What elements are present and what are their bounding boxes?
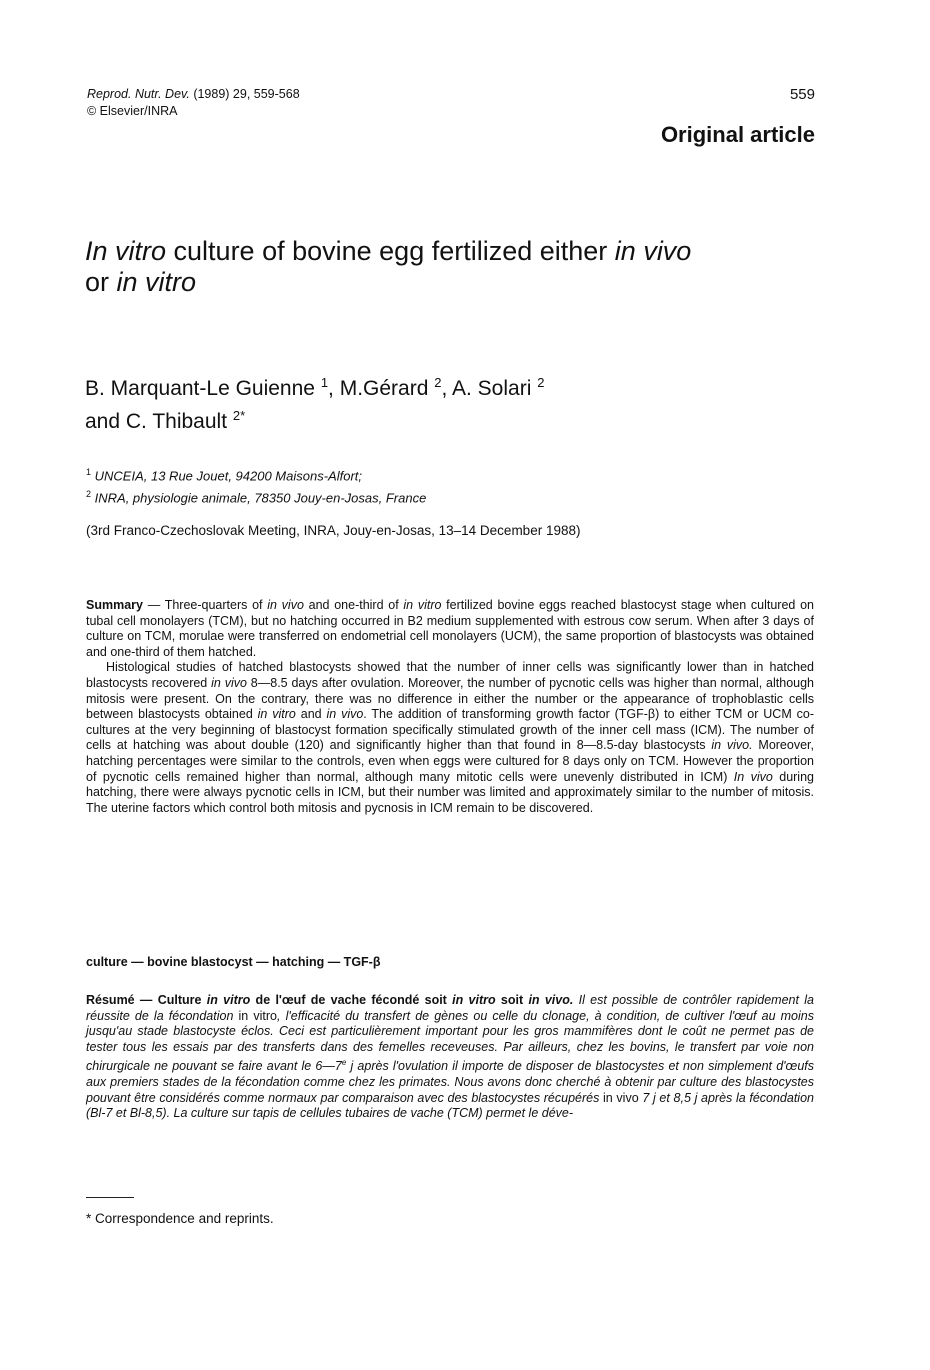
resume-heading: de l'œuf de vache fécondé soit (250, 993, 453, 1007)
affil-text: INRA, physiologie animale, 78350 Jouy-en-Josas, France (94, 490, 427, 506)
citation-volume: (1989) 29, 559-568 (193, 87, 300, 101)
resume-heading: soit (495, 993, 529, 1007)
affil-number: 2 (86, 489, 92, 500)
summary-label: Summary (86, 598, 143, 612)
meeting-note: (3rd Franco-Czechoslovak Meeting, INRA, Jouy-en-Josas, 13–14 December 1988) (86, 523, 581, 538)
summary-italic: In vivo (733, 769, 773, 784)
summary-text: Moreover, hatching percentages were similar to the controls, even when eggs were cultured for 8 days only on TCM. However the proportion of pycnotic cells remained higher than normal, although many mitotic cells were unevenly distributed in ICM) (86, 738, 814, 784)
summary-italic: in vitro (403, 598, 442, 612)
author-name: , M.Gérard (328, 377, 435, 400)
article-type: Original article (660, 122, 815, 147)
author-name: and C. Thibault (85, 410, 233, 433)
title-part: In vitro (85, 236, 167, 266)
affil-marker: 1 (320, 375, 329, 390)
resume-section (86, 993, 814, 1122)
summary-text: and (295, 707, 327, 722)
resume-roman: in vitro (238, 1008, 277, 1023)
affil-number: 1 (86, 467, 92, 477)
summary-text: and one-third of (303, 598, 404, 612)
article-title (85, 236, 805, 298)
journal-name: Reprod. Nutr. Dev. (87, 87, 190, 101)
footnote: * Correspondence and reprints. (86, 1211, 274, 1226)
resume-heading: Résumé — Culture (86, 993, 207, 1007)
summary-italic: in vivo (326, 707, 364, 722)
title-part: culture of bovine egg fertilized either (166, 236, 615, 266)
resume-heading: in vitro (452, 993, 496, 1007)
summary-text: 8—8.5 days after ovulation. Moreover, the number of pycnotic cells was higher than normal, although mitosis were present. On the contrary, there was no difference in either the number or the appearance of trophoblastic cells between blastocysts obtained (86, 675, 815, 722)
resume-text: 7 j et 8,5 j après la fécondation (Bl-7 et Bl-8,5). La culture sur tapis de cellules tubaires de vache (TCM) permet le déve- (86, 1090, 814, 1121)
resume-text: j après l'ovulation il importe de disposer de blastocystes et non simplement d'œufs aux premiers stades de la fécondation comme chez les primates. Nous avons donc cherché à obtenir par culture des blastocystes pouvant être considérés comme normaux par comparaison avec des blastocystes récupérés (86, 1059, 814, 1105)
summary-text: during hatching, there were always pycnotic cells in ICM, but their number was limited and approximately similar to the number of mitosis. The uterine factors which control both mitosis and pycnosis in ICM remain to be discovered. (86, 769, 814, 815)
author-list (85, 372, 805, 438)
page-number: 559 (789, 86, 815, 103)
summary-text: Histological studies of hatched blastocysts showed that the number of inner cells was significantly lower than in hatched blastocysts recovered (86, 660, 814, 690)
title-part: in vivo (614, 236, 692, 266)
affil-marker: 2 (434, 375, 442, 390)
footnote-divider (86, 1197, 134, 1198)
affil-marker: 2* (232, 408, 246, 423)
title-part: or (85, 267, 117, 297)
resume-heading: in vitro (206, 993, 251, 1007)
summary-text: — Three-quarters of (142, 598, 268, 612)
copyright: © Elsevier/INRA (87, 104, 178, 118)
summary-italic: in vivo (211, 675, 247, 690)
summary-italic: in vivo. (711, 738, 753, 753)
summary-italic: in vitro (257, 707, 296, 722)
affil-text: UNCEIA, 13 Rue Jouet, 94200 Maisons-Alfort; (94, 468, 362, 484)
resume-sup: e (341, 1058, 347, 1068)
keywords: culture — bovine blastocyst — hatching — TGF-β (86, 955, 381, 969)
summary-text: fertilized bovine eggs reached blastocyst stage when cultured on tubal cell monolayers (TCM), but no hatching occurred in B2 medium supplemented with estrous cow serum. When after 3 days of culture on TCM, morulae were transferred on endometrial cell monolayers (UCM), the same proportion of blastocysts was obtained and one-third of them hatched. (86, 598, 814, 659)
author-name: , A. Solari (441, 377, 538, 400)
resume-heading: in vivo. (528, 993, 574, 1007)
summary-italic: in vivo (267, 598, 304, 612)
summary-text: . The addition of transforming growth factor (TGF-β) to either TCM or UCM co-cultures at the very beginning of blastocyst formation specifically stimulated growth of the inner cell mass (ICM). The number of cells at hatching was about double (120) and significantly higher than that found in 8—8.5-day blastocysts (86, 707, 814, 753)
title-part: in vitro (116, 267, 197, 297)
author-name: B. Marquant-Le Guienne (85, 377, 321, 400)
affiliations (86, 463, 426, 508)
journal-citation (87, 86, 300, 120)
resume-roman: in vivo (603, 1090, 639, 1105)
resume-text: Il est possible de contrôler rapidement la réussite de la fécondation (86, 993, 814, 1023)
affil-marker: 2 (537, 375, 545, 390)
resume-text: , l'efficacité du transfert de gènes ou celle du clonage, à condition, de cultiver l'œuf au moins jusqu'au stade blastocyste éclos. Ceci est particulièrement important pour les gros mammifères dont le coût ne permet pas de tester tous les essais par des transferts dans des femelles receveuses. Par ailleurs, chez les bovins, le transfert par voie non chirurgicale ne pouvant se faire avant le 6—7 (86, 1008, 814, 1074)
summary-section (86, 598, 814, 816)
